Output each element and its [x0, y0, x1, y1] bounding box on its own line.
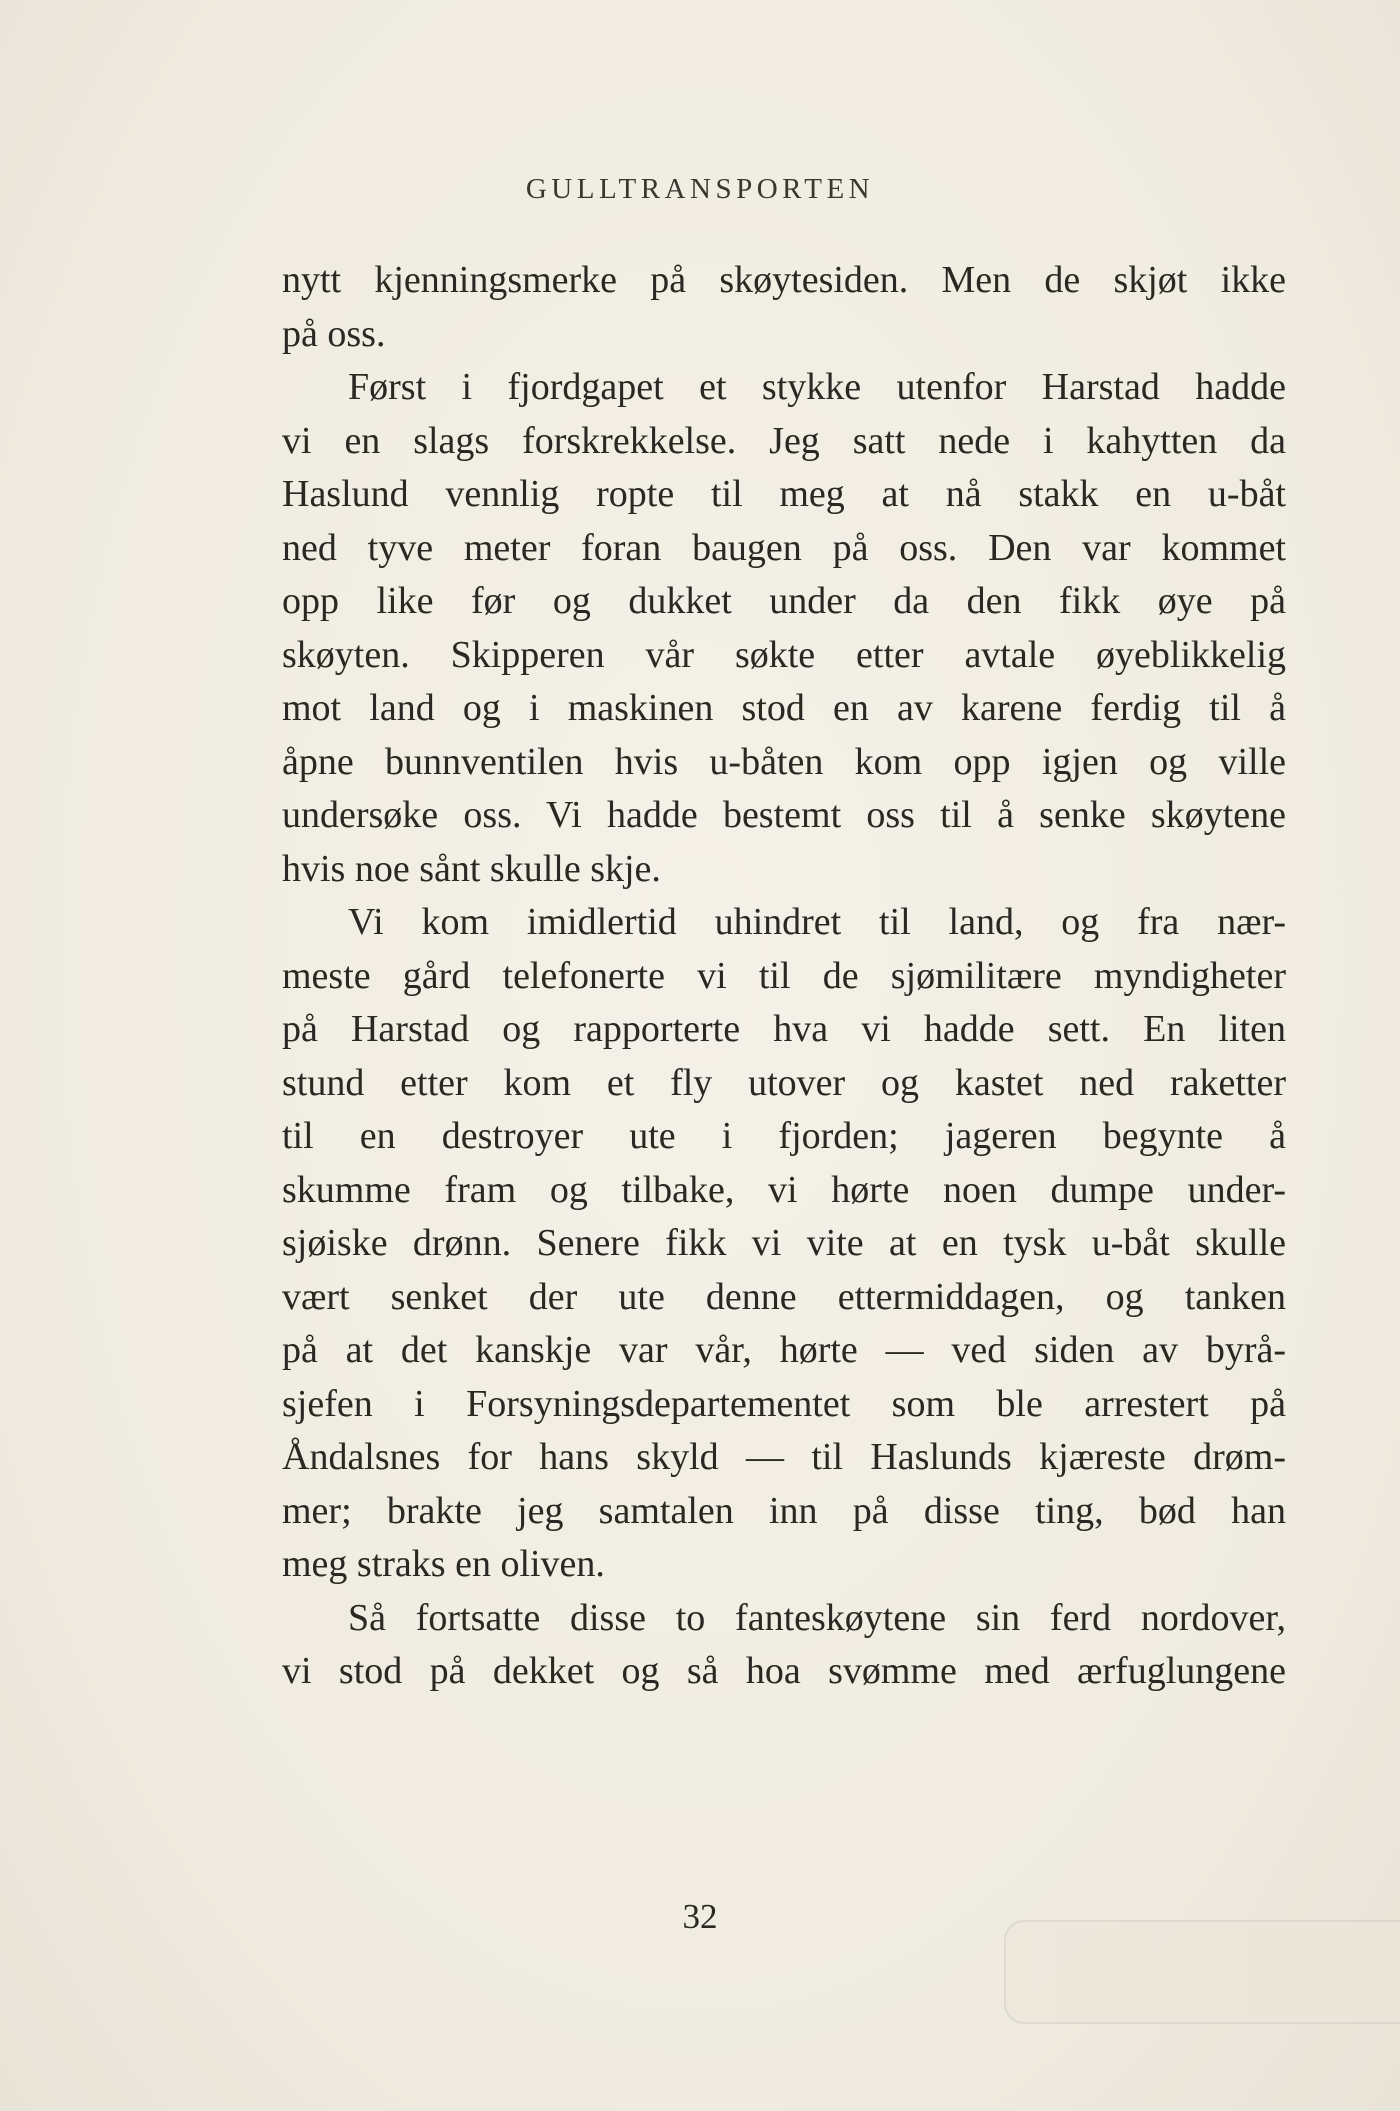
text-line: Så fortsatte disse to fanteskøytene sin ferd nordover, [348, 1596, 1286, 1639]
text-line: Vi kom imidlertid uhindret til land, og fra nær- [348, 901, 1286, 943]
text-line: mot land og i maskinen stod en av karene ferdig til å [282, 687, 1286, 729]
running-head: GULLTRANSPORTEN [525, 173, 875, 205]
text-line: vi stod på dekket og så hoa svømme med ærfuglungene [282, 1650, 1286, 1692]
page-corner-tab [1004, 1920, 1400, 2024]
text-line: undersøke oss. Vi hadde bestemt oss til å senke skøytene [282, 794, 1286, 836]
body-text [282, 254, 1286, 1699]
text-line: skøyten. Skipperen vår søkte etter avtale øyeblikkelig [282, 633, 1286, 676]
text-line: hvis noe sånt skulle skje. [282, 847, 661, 890]
text-line: på oss. [282, 312, 386, 355]
text-line: ned tyve meter foran baugen på oss. Den var kommet [282, 526, 1286, 569]
text-line: på Harstad og rapporterte hva vi hadde sett. En liten [282, 1008, 1286, 1050]
text-line: stund etter kom et fly utover og kastet ned raketter [282, 1061, 1286, 1104]
text-line: til en destroyer ute i fjorden; jageren begynte å [282, 1115, 1286, 1157]
text-line: opp like før og dukket under da den fikk øye på [282, 580, 1286, 622]
text-line: Åndalsnes for hans skyld — til Haslunds kjæreste drøm- [282, 1436, 1286, 1478]
text-line: åpne bunnventilen hvis u-båten kom opp igjen og ville [282, 740, 1286, 783]
text-line: Først i fjordgapet et stykke utenfor Harstad hadde [348, 366, 1286, 408]
text-line: nytt kjenningsmerke på skøytesiden. Men de skjøt ikke [282, 259, 1286, 301]
text-line: mer; brakte jeg samtalen inn på disse ting, bød han [282, 1489, 1286, 1532]
text-line: sjøiske drønn. Senere fikk vi vite at en tysk u-båt skulle [282, 1222, 1286, 1264]
page-number: 32 [682, 1897, 718, 1936]
text-line: på at det kanskje var vår, hørte — ved siden av byrå- [282, 1329, 1286, 1371]
text-line: meste gård telefonerte vi til de sjømilitære myndigheter [282, 954, 1286, 997]
text-line: vi en slags forskrekkelse. Jeg satt nede i kahytten da [282, 419, 1286, 462]
text-line: Haslund vennlig ropte til meg at nå stakk en u-båt [282, 473, 1286, 515]
text-line: vært senket der ute denne ettermiddagen, og tanken [282, 1275, 1286, 1318]
text-line: sjefen i Forsyningsdepartementet som ble arrestert på [282, 1382, 1286, 1425]
text-line: meg straks en oliven. [282, 1543, 605, 1585]
text-line: skumme fram og tilbake, vi hørte noen dumpe under- [282, 1168, 1286, 1211]
